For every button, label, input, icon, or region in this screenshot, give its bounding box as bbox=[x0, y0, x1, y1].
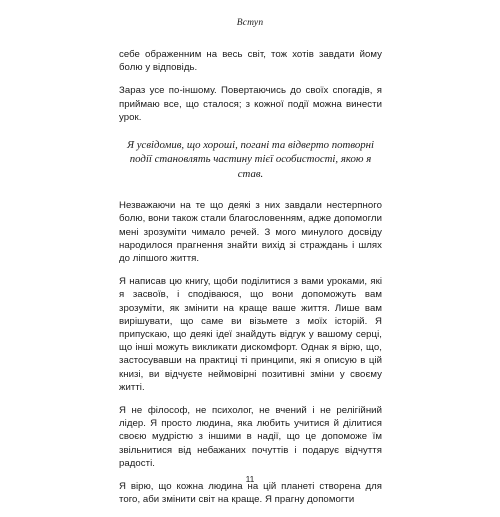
paragraph: себе ображенним на весь світ, тож хотів завдати йому болю у відповідь. bbox=[119, 49, 382, 74]
pull-quote: Я усвідомив, що хороші, погані та відверто потворні події становлять частину тієї особистості, якою я став. bbox=[126, 139, 375, 180]
page-number: 11 bbox=[245, 474, 255, 484]
paragraph: Зараз усе по-іншому. Повертаючись до своїх спогадів, я приймаю все, що сталося; з кожної події можна винести урок. bbox=[119, 85, 382, 123]
paragraph: Незважаючи на те що деякі з них завдали нестерпного болю, вони також стали благословенням, адже допомогли мені зрозуміти чимало речей. З мого минулого досвіду народилося прагнення знайти вихід зі страждань і шлях до ліпшого життя. bbox=[119, 200, 382, 265]
running-head: Вступ bbox=[236, 18, 264, 28]
body-text bbox=[119, 48, 382, 517]
paragraph: Я не філософ, не психолог, не вчений і не релігійний лідер. Я просто людина, яка любить учитися й ділитися своєю мудрістю з іншими в надії, що це допоможе їм звільнитися від небажаних почуттів і подарує відчуття радості. bbox=[119, 405, 382, 469]
paragraph: Я вірю, що кожна людина на цій планеті створена для того, аби змінити світ на краще. Я прагну допомогти bbox=[119, 481, 382, 506]
paragraph: Я написав цю книгу, щоби поділитися з вами уроками, які я засвоїв, і сподіваюся, що вони допоможуть вам зрозуміти, як змінити на краще ваше життя. Лише вам вирішувати, що саме ви візьмете з моїх історій. Я припускаю, що деякі ідеї знайдуть відгук у вашому серці, що інші можуть викликати дискомфорт. Однак я вірю, що, застосувавши на практиці ті принципи, які я описую в цій книзі, ви відчуєте неймовірні позитивні зміни у своєму житті. bbox=[119, 276, 382, 393]
